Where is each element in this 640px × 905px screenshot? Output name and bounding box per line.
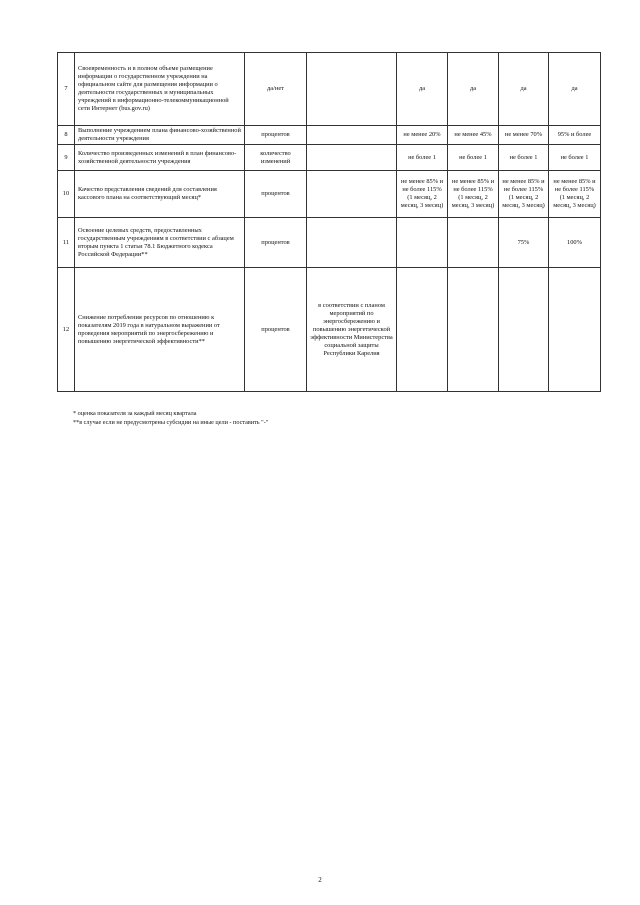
value-q1: да	[397, 53, 448, 126]
indicator-name: Количество произведенных изменений в план финансово-хозяйственной деятельности учреждения	[75, 145, 245, 171]
value-q1: не более 1	[397, 145, 448, 171]
row-number: 12	[58, 268, 75, 392]
table-row	[58, 268, 601, 392]
value-q2: не менее 45%	[448, 126, 499, 145]
row-number: 10	[58, 171, 75, 218]
condition-cell	[307, 53, 397, 126]
row-number: 7	[58, 53, 75, 126]
value-q2	[448, 268, 499, 392]
value-q1: не менее 85% и не более 115% (1 месяц, 2 месяц, 3 месяц)	[397, 171, 448, 218]
condition-cell	[307, 145, 397, 171]
value-q4: 100%	[549, 218, 601, 268]
value-q2: не менее 85% и не более 115% (1 месяц, 2 месяц, 3 месяц)	[448, 171, 499, 218]
value-q2: да	[448, 53, 499, 126]
value-q4: 95% и более	[549, 126, 601, 145]
value-q2	[448, 218, 499, 268]
unit-cell: процентов	[245, 218, 307, 268]
value-q3: не более 1	[499, 145, 549, 171]
value-q3: да	[499, 53, 549, 126]
unit-cell: количество изменений	[245, 145, 307, 171]
value-q3: не менее 85% и не более 115% (1 месяц, 2 месяц, 3 месяц)	[499, 171, 549, 218]
table-row	[58, 145, 601, 171]
indicator-name: Снижение потребления ресурсов по отношению к показателям 2019 года в натуральном выражении от проведения мероприятий по энергосбережению и повышению энергетической эффективности**	[75, 268, 245, 392]
unit-cell: да/нет	[245, 53, 307, 126]
condition-cell: в соответствии с планом мероприятий по энергосбережению и повышению энергетической эффективности Министерства социальной защиты Республики Карелия	[307, 268, 397, 392]
unit-cell: процентов	[245, 171, 307, 218]
condition-cell	[307, 171, 397, 218]
footnotes	[73, 410, 573, 428]
value-q1	[397, 268, 448, 392]
value-q4: да	[549, 53, 601, 126]
value-q1	[397, 218, 448, 268]
indicator-name: Выполнение учреждением плана финансово-хозяйственной деятельности учреждения	[75, 126, 245, 145]
footnote: * оценка показателя за каждый месяц квартала	[73, 410, 197, 417]
unit-cell: процентов	[245, 268, 307, 392]
condition-cell	[307, 126, 397, 145]
table-row	[58, 218, 601, 268]
row-number: 11	[58, 218, 75, 268]
value-q4: не более 1	[549, 145, 601, 171]
value-q3: 75%	[499, 218, 549, 268]
value-q3: не менее 70%	[499, 126, 549, 145]
indicator-name: Освоение целевых средств, предоставленных государственным учреждениям в соответствии с абзацем вторым пункта 1 статьи 78.1 Бюджетного кодекса Российской Федерации**	[75, 218, 245, 268]
indicator-name: Качество представления сведений для составления кассового плана на соответствующий месяц*	[75, 171, 245, 218]
table-row	[58, 171, 601, 218]
row-number: 8	[58, 126, 75, 145]
value-q3	[499, 268, 549, 392]
indicator-name: Своевременность и в полном объеме размещение информации о государственном учреждении на официальном сайте для размещения информации о деятельности государственных и муниципальных учреждений в информационно-телекоммуникационной сети Интернет (bus.gov.ru)	[75, 53, 245, 126]
value-q1: не менее 20%	[397, 126, 448, 145]
page-number: 2	[318, 876, 322, 884]
row-number: 9	[58, 145, 75, 171]
footnote: **в случае если не предусмотрены субсидии на иные цели - поставить "-"	[73, 418, 269, 426]
unit-cell: процентов	[245, 126, 307, 145]
table-row	[58, 53, 601, 126]
value-q4: не менее 85% и не более 115% (1 месяц, 2 месяц, 3 месяц)	[549, 171, 601, 218]
indicators-table	[57, 52, 601, 392]
condition-cell	[307, 218, 397, 268]
value-q4	[549, 268, 601, 392]
table-row	[58, 126, 601, 145]
value-q2: не более 1	[448, 145, 499, 171]
